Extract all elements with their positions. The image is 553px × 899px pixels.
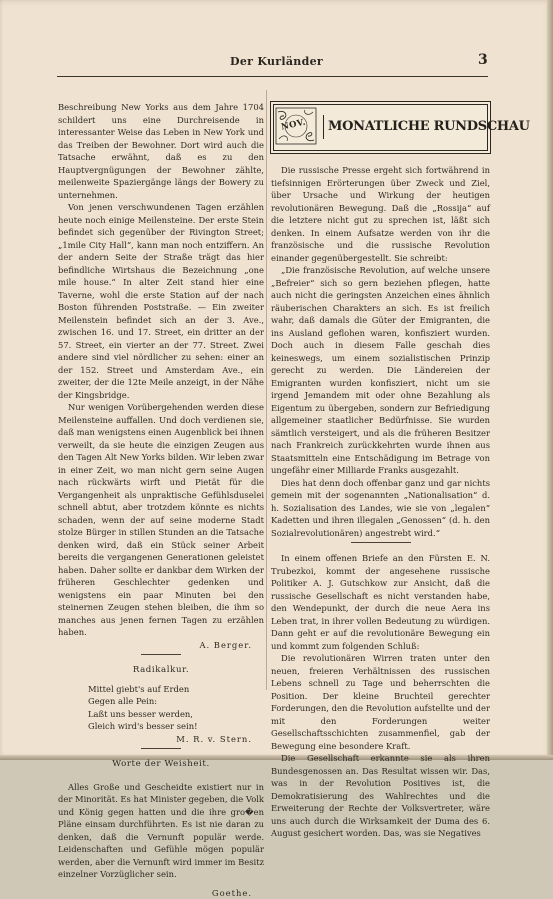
right-paragraph-4: In einem offenen Briefe an den Fürsten E. N. Trubezkoi, kommt der angesehene russische Politiker A. J. Gutschkow zur Ansicht, daß die russische Gesellschaft es nicht verstanden habe, den Wendepunkt, der durch die neue Aera ins Leben trat, in ihrer vollen Bedeutung zu würdigen. Dann geht er auf die revolutionäre Bewegung ein und kommt zum folgenden Schluß: <box>271 552 490 652</box>
left-paragraph-1: Beschreibung New Yorks aus dem Jahre 1704 schildert uns eine Durchreisende in interessanter Weise das Leben in New York und das Treiben der Bewohner. Dort wird auch die Tatsache erwähnt, daß es zu den Hauptvergnügungen der Bewohner zählte, meilenweite Spaziergänge längs der Bowery zu unternehmen. <box>58 101 264 201</box>
right-paragraph-3: Dies hat denn doch offenbar ganz und gar nichts gemein mit der sogenannten „Nationalisation“ d. h. Sozialisation des Landes, wie sie von „legalen“ Kadetten und ihren illegalen „Genossen“ (d. h. den Sozialrevolutionären) angestrebt wird.“ <box>271 477 490 540</box>
poem-line: Laßt uns besser werden, <box>88 708 264 721</box>
section-divider <box>351 542 411 543</box>
section-title-radikalkur: Radikalkur. <box>58 664 264 677</box>
running-header-title: Der Kurländer <box>0 55 553 68</box>
page-edge-right <box>547 0 553 760</box>
poem-line: Mittel giebt's auf Erden <box>88 683 264 696</box>
right-paragraph-2: „Die französische Revolution, auf welche unsere „Befreier“ sich so gern beziehen pflegen, hatte auch nicht die geringsten Anzeichen eines ähnlich räuberischen Charakters an sich. Es ist freilich wahr, daß damals die Güter der Emigranten, die ins Ausland geflohen waren, konfisziert wurden. Doch auch in diesem Falle geschah dies keineswegs, um einem sozialistischen Prinzip gerecht zu werden. Die Ländereien der Emigranten wurden konfisziert, nicht um sie irgend Jemandem mit oder ohne Bezahlung als Eigentum zu übergeben, sondern zur Befriedigung allgemeiner staatlicher Bedürfnisse. Sie wurden sämtlich versteigert, und als die früheren Besitzer nach Frankreich zurückkehrten wurde ihnen aus Staatsmitteln eine Entschädigung im Betrage von ungefähr einer Milliarde Franks ausgezahlt. <box>271 264 490 477</box>
section-divider <box>141 748 181 749</box>
monthly-review-masthead <box>270 101 491 154</box>
left-column <box>58 101 264 899</box>
section-divider <box>141 654 181 655</box>
column-divider <box>266 90 267 690</box>
section-title-worte-der-weisheit: Worte der Weisheit. <box>58 758 264 771</box>
left-paragraph-2: Von jenen verschwundenen Tagen erzählen heute noch einige Meilensteine. Der erste Stein befindet sich gegenüber der Rivington Street; „1mile City Hall“, kann man noch entziffern. An der andern Seite der Straße trägt das hier befindliche Wirtshaus die Bezeichnung „one mile house.“ In alter Zeit stand hier eine Taverne, wohl die erste Station auf der nach Boston führenden Poststraße. — Ein zweiter Meilenstein befindet sich an der 3. Ave., zwischen 16. und 17. Street, ein dritter an der 57. Street, ein vierter an der 77. Street. Zwei andere sind viel nördlicher zu sehen: einer an der 152. Street und Amsterdam Ave., ein zweiter, der die 12te Meile anzeigt, in der Nähe der Kingsbridge. <box>58 201 264 401</box>
right-paragraph-5: Die revolutionären Wirren traten unter den neuen, freieren Verhältnissen des russischen Lebens schnell zu Tage und beherrschten die Position. Der kleine Bruchteil gerechter Forderungen, den die Revolution aufstellte und der mit den Forderungen weiter Gesellschaftsschichten zusammenfiel, gab der Bewegung eine besondere Kraft. <box>271 652 490 752</box>
left-paragraph-4: Alles Große und Gescheidte existiert nur in der Minorität. Es hat Minister gegeben, die Volk und König gegen hatten und die ihre gro�en Pläne einsam durchführten. Es ist nie daran zu denken, daß die Vernunft populär werde. Leidenschaften und Gefühle mögen populär werden, aber die Vernunft wird immer im Besitz einzelner Vorzüglicher sein. <box>58 781 264 881</box>
poem <box>58 683 264 733</box>
poem-line: Gegen alle Pein: <box>88 695 264 708</box>
signature-berger: A. Berger. <box>58 639 264 652</box>
signature-goethe: Goethe. <box>58 887 264 899</box>
right-column <box>271 164 490 840</box>
masthead-month: NOV. <box>280 118 307 133</box>
right-paragraph-1: Die russische Presse ergeht sich fortwährend in tiefsinnigen Erörterungen über Zweck und Ziel, über Ursache und Wirkung der heutigen revolutionären Bewegung. Daß die „Rossija“ auf die letztere nicht gut zu sprechen ist, läßt sich denken. In einem Aufsatze werden von ihr die französische und die russische Revolution einander gegenübergestellt. Sie schreibt: <box>271 164 490 264</box>
page-number: 3 <box>478 52 488 68</box>
header-rule <box>57 76 488 77</box>
masthead-title: MONATLICHE RUNDSCHAU <box>323 115 489 139</box>
right-paragraph-6: Die Gesellschaft erkannte sie als ihren Bundesgenossen an. Das Resultat wissen wir. Das, was in der Revolution Positives ist, die Demokratisierung des Wahlrechtes und die Erweiterung der Rechte der Volksvertreter, wäre uns auch durch die Wirksamkeit der Duma des 6. August gesichert worden. Das, was sie Negatives <box>271 752 490 840</box>
left-paragraph-3: Nur wenigen Vorübergehenden werden diese Meilensteine auffallen. Und doch verdienen sie, daß man wenigstens einen Augenblick bei ihnen verweilt, da sie heute die einzigen Zeugen aus den Tagen Alt New Yorks bilden. Wir leben zwar in einer Zeit, wo man nicht gern seine Augen nach rückwärts wirft und Pietät für die Vergangenheit als unpraktische Gefühlsduselei schnell abtut, aber trotzdem könnte es nichts schaden, wenn der auf seine moderne Stadt stolze Bürger in stillen Stunden an die Tatsache denken wird, daß ein Stück seiner Arbeit bereits die vergangenen Generationen geleistet haben. Daher sollte er dankbar dem Wirken der früheren Geschlechter gedenken und wenigstens ein paar Minuten bei den steinernen Zeugen stehen bleiben, die ihm so manches aus jenen fernen Tagen zu erzählen haben. <box>58 401 264 639</box>
poem-line: Gleich wird's besser sein! <box>88 720 264 733</box>
signature-stern: M. R. v. Stern. <box>58 733 264 746</box>
